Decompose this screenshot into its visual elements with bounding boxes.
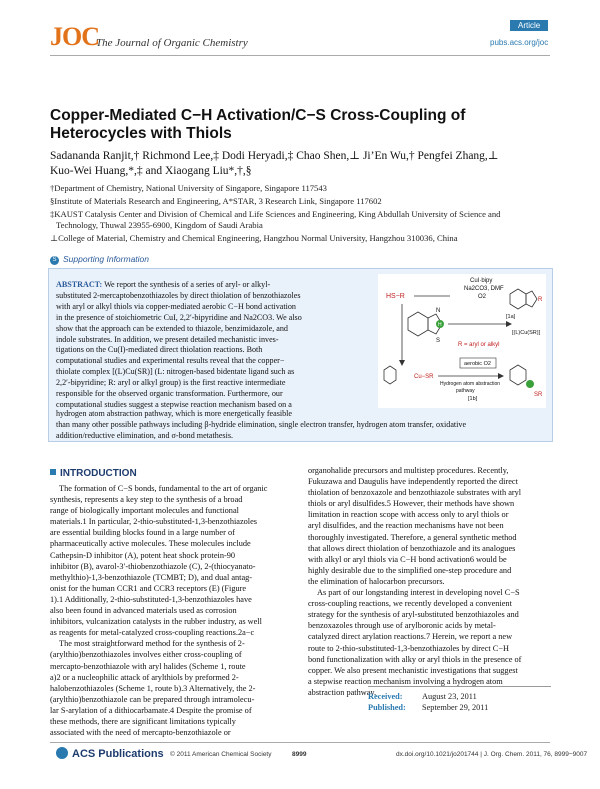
body-line: that allows direct thiolation of benzothiazole and its analogues (308, 543, 516, 553)
published-row (368, 702, 488, 713)
body-line: lar S-arylation of a dithiocarbamate.4 Despite the promise of (50, 705, 252, 715)
authors-line-2: Kuo-Wei Huang,*,‡ and Xiaogang Liu*,†,§ (50, 165, 252, 177)
body-line: halobenzothiazoles (Scheme 1, route b).3 Alternatively, the 2- (50, 683, 256, 693)
body-line: mercapto-benzothiazole with aryl halides (Scheme 1, route (50, 661, 246, 671)
abstract-line: indole substrates. In addition, we present detailed mechanistic inves- (56, 334, 279, 344)
toc-bottom-arrowhead (498, 373, 504, 379)
toc-aerobic-text: aerobic O2 (464, 361, 491, 367)
published-date: September 29, 2011 (422, 703, 489, 712)
toc-product-r: R (538, 297, 543, 303)
dates-divider (368, 686, 551, 687)
article-title (50, 107, 510, 143)
authors-line-1: Sadananda Ranjit,† Richmond Lee,‡ Dodi Heryadi,‡ Chao Shen,⊥ Ji’En Wu,† Pengfei Zhang,⊥ (50, 150, 499, 162)
body-line: cross-coupling reactions, we recently developed a convenient (308, 599, 512, 609)
body-line: As part of our longstanding interest in developing novel C−S (317, 588, 520, 598)
body-line: pharmaceutically active molecules. These molecules include (50, 539, 251, 549)
body-line: Cathepsin-D inhibitor (A), potent heat shock protein-90 (50, 550, 236, 560)
body-line: thoroughly investigated. Therefore, a general synthetic method (308, 532, 517, 542)
body-line: Fukuzawa and Daugulis have independently reported the direct (308, 477, 518, 487)
body-line: limitation in reaction scope with access only to aryl thiols or (308, 510, 509, 520)
toc-green-dot-2 (526, 380, 534, 388)
body-line: (arylthio)benzothiazole can be prepared through intramolecu- (50, 694, 255, 704)
publisher-name: ACS Publications (72, 748, 164, 760)
toc-hat-2: pathway (456, 388, 475, 394)
received-label: Received: (368, 692, 403, 701)
page-number: 8999 (292, 751, 307, 758)
toc-label-1b: [1b] (468, 396, 478, 402)
toc-n-label: N (436, 308, 441, 314)
abstract-line: tigations on the Cu(I)-mediated direct thiolation reactions. Both (56, 345, 263, 355)
body-line: methylthio)-1,3-benzothiazole (TCMBT; D), and dual antag- (50, 572, 253, 582)
toc-sr-label: SR (534, 392, 543, 398)
body-line: copper. We also present mechanistic investigations that suggest (308, 665, 518, 675)
abstract-line: with aryl or alkyl thiols via copper-mediated aerobic C−H bond activation (56, 301, 296, 311)
body-line: a)2 or a nucleophilic attack of arylthiols by preformed 2- (50, 672, 239, 682)
body-line: route to 2-thio-substituted-1,3-benzothiazoles by direct C−H (308, 643, 509, 653)
abstract-line: 2,2′-bipyridine; R: aryl or alkyl group) is the first reactive intermediate (56, 378, 286, 388)
toc-cond-2: Na2CO3, DMF (464, 286, 504, 292)
body-line: materials.1 In particular, 2-thio-substituted-1,3-benzothiazoles (50, 517, 258, 527)
body-line: 1).1 Additionally, 2-thio-substituted-1,3-benzothiazoles have (50, 594, 252, 604)
article-dates (368, 691, 488, 713)
abstract-line: responsible for the observed organic transformation. Furthermore, our (56, 389, 283, 399)
header-divider (50, 55, 550, 56)
abstract-line: hydrogen atom abstraction pathway, which is more energetically feasible (56, 409, 292, 418)
abstract-line: computational studies and experimental results reveal that the copper− (56, 356, 285, 366)
abstract-text (56, 280, 371, 411)
abstract-line: substituted 2-mercaptobenzothiazoles by direct thiolation of benzothiazoles (56, 290, 301, 300)
toc-hsr-text: HS−R (386, 293, 405, 300)
body-line: organohalide precursors and multistep procedures. Recently, (308, 466, 509, 475)
intro-heading-text: INTRODUCTION (60, 468, 137, 479)
footer-divider (50, 742, 550, 743)
body-line: inhibitors, vulcanization catalysts in the rubber industry, as well (50, 617, 262, 627)
author-list (50, 149, 550, 179)
abstract-label: ABSTRACT: (56, 280, 103, 289)
body-line: synthesis, represents a key step to the synthesis of a broad (50, 495, 243, 505)
body-line: a stepwise reaction mechanism involving a hydrogen atom (308, 676, 503, 686)
article-type-badge: Article (510, 20, 548, 31)
body-line: bond functionalization with alky or aryl thiols in the presence of (308, 654, 522, 664)
abstract-line: than many other possible pathways including β-hydride elimination, single electron transfer, hydrogen atom transfer, oxidative (56, 419, 467, 429)
body-line: also been found in advanced materials used as corrosion (50, 606, 237, 616)
body-line: catalyzed direct arylation reactions.7 Herein, we report a new (308, 632, 513, 642)
abstract-tail (56, 409, 546, 442)
copyright: © 2011 American Chemical Society (170, 751, 272, 758)
toc-graphic (378, 274, 546, 408)
journal-url-link[interactable]: pubs.acs.org/joc (490, 38, 549, 47)
published-label: Published: (368, 703, 406, 712)
body-line: thiols or aryl disulfides.5 However, their methods have shown (308, 499, 515, 509)
toc-intermediate: [(L)Cu(SR)] (512, 330, 541, 336)
toc-down-arrowhead (399, 360, 405, 366)
abstract-line: addition/reductive elimination, and σ-bond metathesis. (56, 430, 233, 440)
body-line: inhibitor (B), avarol-3′-thiobenzothiazole (C), 2-(thiocyanato- (50, 561, 256, 571)
body-line: as reagents for metal-catalyzed cross-coupling reactions.2a−c (50, 628, 255, 638)
title-line-1: Copper-Mediated C−H Activation/C−S Cross-Coupling of (50, 107, 466, 124)
body-line: (arylthio)benzothiazoles involves either cross-coupling of (50, 650, 242, 660)
body-line: these methods, there are significant limitations typically (50, 716, 236, 726)
acs-logo-icon (56, 747, 68, 759)
received-date: August 23, 2011 (422, 692, 477, 701)
body-line: benzoxazoles through use of arylboronic acids by metal- (308, 621, 496, 631)
acs-publications-logo (56, 747, 164, 760)
body-line: abstraction pathway. (308, 687, 377, 697)
supporting-info-label: Supporting Information (63, 254, 149, 264)
intro-heading (50, 468, 137, 479)
body-line: aryl disulfides, and the reaction mechanisms have not been (308, 521, 504, 531)
toc-label-1a: [1a] (506, 314, 516, 320)
toc-cond-3: O2 (478, 294, 487, 300)
doi-citation: dx.doi.org/10.1021/jo201744 | J. Org. Chem. 2011, 76, 8999−9007 (396, 751, 588, 758)
supporting-info-link[interactable] (50, 254, 149, 265)
abstract-line: show that the approach can be extended to thiazole, benzimidazole, and (56, 323, 288, 333)
received-row (368, 691, 488, 702)
body-line: range of biologically important molecules and functional (50, 506, 239, 516)
toc-product-thiazole (526, 291, 537, 307)
section-marker-icon (50, 469, 56, 475)
journal-logo: JOC (50, 22, 99, 51)
body-line: with alkyl or aryl thiols via C−H bond activation6 would be (308, 554, 507, 564)
affiliation-3-cont: Technology, Thuwal 23955-6900, Kingdom of Saudi Arabia (56, 220, 263, 230)
abstract-line: We report the synthesis of a series of aryl- or alkyl- (104, 280, 271, 289)
body-line: the elimination of halocarbon precursors. (308, 576, 445, 586)
left-column (50, 483, 293, 738)
body-line: highly desirable due to the simplified one-step procedure and (308, 565, 512, 575)
journal-name: The Journal of Organic Chemistry (96, 37, 248, 49)
body-line: The formation of C−S bonds, fundamental to the art of organic (59, 484, 268, 493)
toc-bipy-ring (384, 366, 396, 384)
body-line: are essential building blocks found in a large number of (50, 528, 235, 538)
toc-benzene-ring (408, 312, 428, 336)
toc-arrowhead (506, 321, 512, 327)
abstract-line: computational studies suggest a stepwise reaction mechanism based on a (56, 399, 292, 409)
title-line-2: Heterocycles with Thiols (50, 125, 232, 142)
toc-s-label: S (436, 338, 441, 344)
toc-h-label: H (438, 322, 442, 328)
toc-product-ring (510, 289, 526, 309)
toc-cond-1: CuI·bipy (470, 278, 493, 284)
affiliation-4: ⊥College of Material, Chemistry and Chemical Engineering, Hangzhou Normal University, Hangzhou 310036, China (50, 233, 458, 243)
toc-r-definition: R = aryl or alkyl (458, 342, 500, 348)
body-line: thiolation of benzoxazole and benzothiazole substrates with aryl (308, 488, 522, 498)
toc-complex-ring (510, 365, 526, 385)
toc-hat-1: Hydrogen atom abstraction (440, 381, 501, 387)
body-line: onist for the human CCR1 and CCR3 receptors (E) (Figure (50, 583, 247, 593)
toc-cu-sr: Cu−SR (414, 374, 434, 380)
body-line: strategy for the synthesis of aryl-substituted benzothiazoles and (308, 610, 519, 620)
affiliation-1: †Department of Chemistry, National University of Singapore, Singapore 117543 (50, 183, 327, 193)
right-column (308, 465, 551, 698)
affiliation-2: §Institute of Materials Research and Engineering, A*STAR, 3 Research Link, Singapore 117602 (50, 196, 382, 206)
supporting-info-icon: S (50, 256, 59, 265)
affiliation-3: ‡KAUST Catalysis Center and Division of Chemical and Life Sciences and Engineering, King Abdullah University of Science and (50, 209, 501, 219)
abstract-line: in the presence of stoichiometric CuI, 2,2′-bipyridine and Na2CO3. We also (56, 312, 302, 322)
body-line: associated with the need of mercapto-benzothiazole or (50, 728, 231, 738)
body-line: The most straightforward method for the synthesis of 2- (59, 639, 245, 649)
abstract-line: thiolate complex [(L)Cu(SR)] (L: nitrogen-based bidentate ligand such as (56, 367, 295, 377)
